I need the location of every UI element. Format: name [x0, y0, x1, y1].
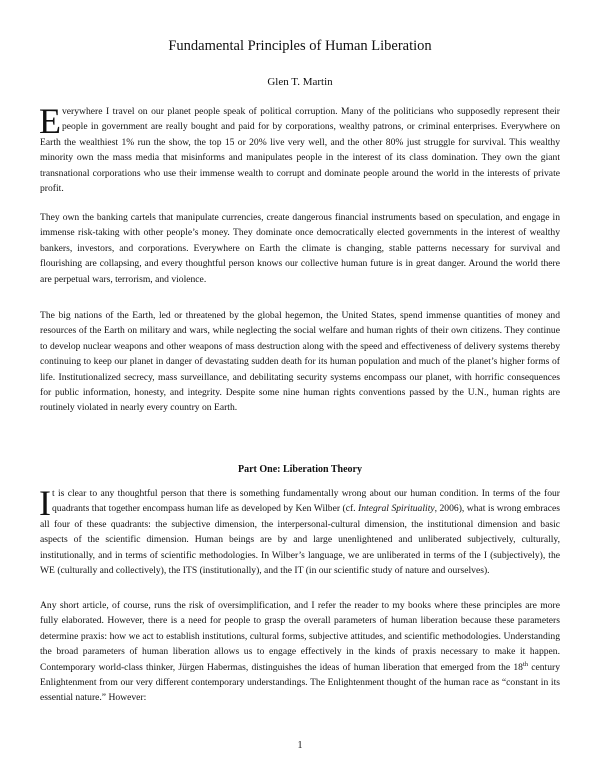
paragraph-1 — [39, 101, 560, 196]
document-author: Glen T. Martin — [267, 76, 333, 88]
paragraph-1-text: verywhere I travel on our planet people speak of political corruption. Many of the politicians who supposedly represent their people in government are really bought and paid for by corporations, wealthy patrons, or criminal enterprises. Everywhere on Earth the wealthiest 1% run the show, the top 15 or 20% live very well, and the other 80% just struggle for survival. This wealthy minority own the mass media that misinforms and manipulates people in the interest of its class domination. They own the giant transnational corporations who use their immense wealth to corrupt and dominate people around the world in the interests of private profit. — [40, 106, 560, 195]
paragraph-3: The big nations of the Earth, led or threatened by the global hegemon, the United States, spend immense quantities of money and resources of the Earth on military and wars, while neglecting the social welfare and human rights of their own citizens. They continue to develop nuclear weapons and other weapons of mass destruction along with the speed and effectiveness of delivery systems thereby continuing to keep our planet in danger of devastating sudden death for its human population and much of the planet’s higher forms of life. Institutionalized secrecy, mass surveillance, and debilitating security systems encompass our planet, with horrific consequences for public information, honesty, and integrity. Despite some nine human rights conventions passed by the U.N., human rights are routinely violated in nearly every country on Earth. — [40, 310, 560, 414]
book-title: Integral Spirituality — [358, 503, 435, 515]
superscript-th: th — [522, 660, 529, 668]
drop-cap-i: I — [39, 483, 51, 523]
section-heading: Part One: Liberation Theory — [238, 464, 362, 475]
paragraph-4-text-after: , 2006), what is wrong embraces all four of these quadrants: the subjective dimension, the interpersonal-cultural dimension, the institutional dimension and basic aspects of the scientific dimension. Human beings are by and large unenlightened and unliberated subjectively, culturally, institutionally, and in terms of scientific methodologies. In Wilber’s language, we are unliberated in terms of the I (subjectively), the WE (culturally and collectively), the ITS (institutionally), and the IT (in our scientific study of nature and ourselves). — [40, 503, 561, 577]
paragraph-4-text-before: t is clear to any thoughtful person that there is something fundamentally wrong about our human condition. In terms of the four quadrants that together encompass human life as developed by Ken Wilber (cf. — [52, 488, 560, 515]
paragraph-2: They own the banking cartels that manipulate currencies, create dangerous financial instruments based on speculation, and engage in immense risk-taking with other people’s money. They dominate once democratically elected governments in the interest of wealthy bankers, investors, and corporations. Everywhere on Earth the climate is changing, stable patterns necessary for survival and flourishing are collapsing, and every thoughtful person knows our collective human future is in great danger. Around the world there are perpetual wars, terrorism, and violence. — [40, 212, 560, 285]
paragraph-5-text-after: century Enlightenment from our very different contemporary understandings. The Enlightenment thought of the human race as “constant in its essential nature.” However: — [40, 661, 561, 704]
paragraph-5-text-before: Any short article, of course, runs the risk of oversimplification, and I refer the reader to my books where these principles are more fully elaborated. However, there is a need for people to grasp the overall parameters of human liberation because these parameters determine praxis: how we act to establish institutions, cultural forms, subjective attitudes, and scientific methodologies. Understanding the broad parameters of human liberation allows us to engage effectively in the kinds of praxis necessary to make it happen. Contemporary world-class thinker, Jürgen Habermas, distinguishes the ideas of human liberation that emerged from the 18 — [40, 600, 560, 673]
paragraph-4 — [39, 483, 561, 578]
paragraph-5 — [40, 598, 560, 706]
page-number: 1 — [297, 740, 303, 751]
drop-cap-e: E — [39, 101, 61, 141]
document-title: Fundamental Principles of Human Liberation — [168, 38, 432, 54]
